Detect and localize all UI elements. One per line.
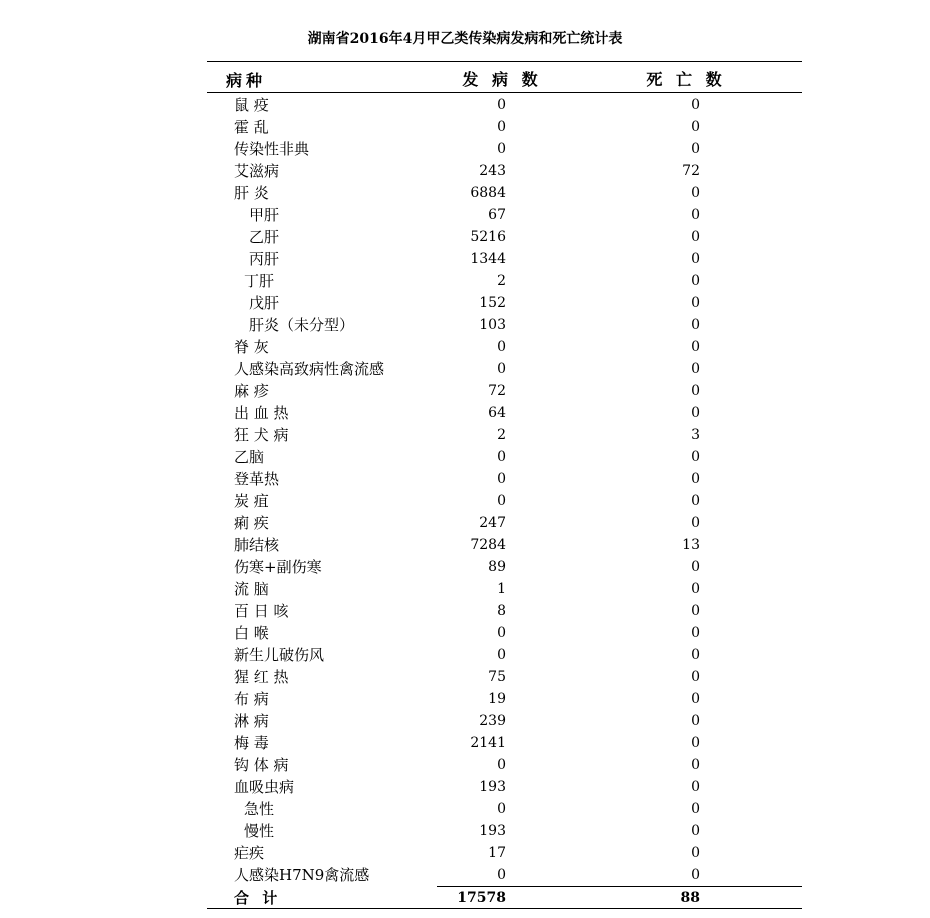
disease-name: 流 脑 bbox=[234, 580, 269, 598]
table-row bbox=[0, 248, 930, 270]
cases-count: 5216 bbox=[470, 229, 506, 245]
table-row bbox=[0, 314, 930, 336]
deaths-count: 0 bbox=[691, 185, 700, 201]
deaths-count: 72 bbox=[682, 163, 700, 179]
table-row bbox=[0, 138, 930, 160]
table-row bbox=[0, 512, 930, 534]
table-row bbox=[0, 380, 930, 402]
deaths-count: 0 bbox=[691, 273, 700, 289]
table-row bbox=[0, 842, 930, 864]
cases-count: 2 bbox=[497, 427, 506, 443]
cases-count: 89 bbox=[488, 559, 506, 575]
deaths-count: 0 bbox=[691, 383, 700, 399]
disease-name: 梅 毒 bbox=[234, 734, 269, 752]
cases-count: 0 bbox=[497, 361, 506, 377]
cases-count: 67 bbox=[488, 207, 506, 223]
table-row bbox=[0, 776, 930, 798]
deaths-count: 0 bbox=[691, 339, 700, 355]
disease-name: 脊 灰 bbox=[234, 338, 269, 356]
table-row bbox=[0, 160, 930, 182]
cases-count: 0 bbox=[497, 119, 506, 135]
disease-name: 人感染高致病性禽流感 bbox=[234, 360, 385, 378]
header-disease-name: 病种 bbox=[226, 71, 267, 90]
deaths-count: 0 bbox=[691, 251, 700, 267]
deaths-count: 0 bbox=[691, 625, 700, 641]
disease-name: 传染性非典 bbox=[234, 140, 310, 158]
disease-name: 伤寒+副伤寒 bbox=[234, 558, 322, 576]
cases-count: 2 bbox=[497, 273, 506, 289]
table-row bbox=[0, 578, 930, 600]
table-row bbox=[0, 424, 930, 446]
disease-name: 艾滋病 bbox=[234, 162, 280, 180]
disease-name: 疟疾 bbox=[234, 844, 265, 862]
deaths-count: 0 bbox=[691, 317, 700, 333]
sum-rule bbox=[437, 886, 802, 887]
total-cases: 17578 bbox=[457, 890, 506, 906]
deaths-count: 0 bbox=[691, 647, 700, 663]
cases-count: 64 bbox=[488, 405, 506, 421]
disease-name: 霍 乱 bbox=[234, 118, 269, 136]
cases-count: 2141 bbox=[470, 735, 506, 751]
cases-count: 193 bbox=[479, 779, 506, 795]
deaths-count: 0 bbox=[691, 449, 700, 465]
table-row bbox=[0, 402, 930, 424]
cases-count: 0 bbox=[497, 339, 506, 355]
header-cases: 发 病 数 bbox=[462, 70, 542, 89]
table-row bbox=[0, 116, 930, 138]
table-row bbox=[0, 182, 930, 204]
table-row bbox=[0, 292, 930, 314]
total-deaths: 88 bbox=[680, 890, 700, 906]
cases-count: 0 bbox=[497, 801, 506, 817]
table-row bbox=[0, 600, 930, 622]
disease-name: 鼠 疫 bbox=[234, 96, 269, 114]
deaths-count: 0 bbox=[691, 757, 700, 773]
deaths-count: 0 bbox=[691, 471, 700, 487]
cases-count: 243 bbox=[479, 163, 506, 179]
cases-count: 0 bbox=[497, 471, 506, 487]
table-row bbox=[0, 710, 930, 732]
deaths-count: 0 bbox=[691, 119, 700, 135]
deaths-count: 0 bbox=[691, 141, 700, 157]
disease-name: 猩 红 热 bbox=[234, 668, 289, 686]
deaths-count: 13 bbox=[682, 537, 700, 553]
deaths-count: 0 bbox=[691, 515, 700, 531]
cases-count: 152 bbox=[479, 295, 506, 311]
deaths-count: 0 bbox=[691, 801, 700, 817]
disease-name: 戊肝 bbox=[249, 294, 280, 312]
disease-name: 肺结核 bbox=[234, 536, 280, 554]
table-row bbox=[0, 666, 930, 688]
disease-name: 肝 炎 bbox=[234, 184, 269, 202]
disease-name: 布 病 bbox=[234, 690, 269, 708]
table-title: 湖南省2016年4月甲乙类传染病发病和死亡统计表 bbox=[307, 31, 623, 47]
table-row bbox=[0, 820, 930, 842]
cases-count: 193 bbox=[479, 823, 506, 839]
cases-count: 19 bbox=[488, 691, 506, 707]
cases-count: 75 bbox=[488, 669, 506, 685]
deaths-count: 0 bbox=[691, 669, 700, 685]
deaths-count: 0 bbox=[691, 867, 700, 883]
table-row bbox=[0, 644, 930, 666]
table-header bbox=[0, 62, 930, 92]
cases-count: 239 bbox=[479, 713, 506, 729]
disease-name: 钩 体 病 bbox=[234, 756, 289, 774]
cases-count: 17 bbox=[488, 845, 506, 861]
cases-count: 7284 bbox=[470, 537, 506, 553]
bottom-rule bbox=[207, 908, 802, 909]
cases-count: 0 bbox=[497, 625, 506, 641]
cases-count: 6884 bbox=[470, 185, 506, 201]
deaths-count: 0 bbox=[691, 713, 700, 729]
disease-name: 登革热 bbox=[234, 470, 280, 488]
table-row bbox=[0, 534, 930, 556]
deaths-count: 0 bbox=[691, 207, 700, 223]
table-row bbox=[0, 94, 930, 116]
total-row bbox=[0, 888, 930, 908]
deaths-count: 0 bbox=[691, 735, 700, 751]
table-row bbox=[0, 490, 930, 512]
table-row bbox=[0, 226, 930, 248]
deaths-count: 0 bbox=[691, 581, 700, 597]
disease-name: 甲肝 bbox=[249, 206, 280, 224]
cases-count: 0 bbox=[497, 647, 506, 663]
disease-name: 慢性 bbox=[244, 822, 275, 840]
table-row bbox=[0, 336, 930, 358]
deaths-count: 0 bbox=[691, 559, 700, 575]
deaths-count: 0 bbox=[691, 229, 700, 245]
disease-name: 急性 bbox=[244, 800, 275, 818]
cases-count: 0 bbox=[497, 493, 506, 509]
header-deaths: 死 亡 数 bbox=[646, 70, 726, 89]
deaths-count: 0 bbox=[691, 691, 700, 707]
disease-name: 百 日 咳 bbox=[234, 602, 289, 620]
disease-name: 麻 疹 bbox=[234, 382, 269, 400]
table-row bbox=[0, 446, 930, 468]
cases-count: 0 bbox=[497, 449, 506, 465]
deaths-count: 3 bbox=[691, 427, 700, 443]
disease-name: 人感染H7N9禽流感 bbox=[234, 866, 370, 884]
deaths-count: 0 bbox=[691, 405, 700, 421]
deaths-count: 0 bbox=[691, 603, 700, 619]
disease-name: 丙肝 bbox=[249, 250, 280, 268]
header-bottom-rule bbox=[207, 92, 802, 93]
deaths-count: 0 bbox=[691, 823, 700, 839]
cases-count: 1344 bbox=[470, 251, 506, 267]
cases-count: 0 bbox=[497, 97, 506, 113]
table-row bbox=[0, 732, 930, 754]
table-row bbox=[0, 622, 930, 644]
table-row bbox=[0, 798, 930, 820]
table-row bbox=[0, 688, 930, 710]
disease-name: 乙肝 bbox=[249, 228, 280, 246]
disease-name: 炭 疽 bbox=[234, 492, 269, 510]
cases-count: 0 bbox=[497, 757, 506, 773]
disease-name: 白 喉 bbox=[234, 624, 269, 642]
disease-name: 肝炎（未分型） bbox=[249, 316, 355, 334]
cases-count: 103 bbox=[479, 317, 506, 333]
disease-name: 血吸虫病 bbox=[234, 778, 295, 796]
cases-count: 0 bbox=[497, 867, 506, 883]
table-row bbox=[0, 754, 930, 776]
table-row bbox=[0, 556, 930, 578]
table-row bbox=[0, 864, 930, 886]
cases-count: 1 bbox=[497, 581, 506, 597]
deaths-count: 0 bbox=[691, 295, 700, 311]
cases-count: 0 bbox=[497, 141, 506, 157]
disease-name: 淋 病 bbox=[234, 712, 269, 730]
disease-name: 狂 犬 病 bbox=[234, 426, 289, 444]
disease-name: 痢 疾 bbox=[234, 514, 269, 532]
deaths-count: 0 bbox=[691, 493, 700, 509]
cases-count: 72 bbox=[488, 383, 506, 399]
deaths-count: 0 bbox=[691, 361, 700, 377]
table-row bbox=[0, 468, 930, 490]
disease-name: 丁肝 bbox=[244, 272, 275, 290]
cases-count: 8 bbox=[497, 603, 506, 619]
disease-name: 新生儿破伤风 bbox=[234, 646, 325, 664]
table-row bbox=[0, 358, 930, 380]
table-body bbox=[0, 94, 930, 886]
cases-count: 247 bbox=[479, 515, 506, 531]
disease-name: 出 血 热 bbox=[234, 404, 289, 422]
disease-name: 乙脑 bbox=[234, 448, 265, 466]
total-label: 合 计 bbox=[234, 889, 282, 907]
deaths-count: 0 bbox=[691, 779, 700, 795]
table-row bbox=[0, 204, 930, 226]
table-row bbox=[0, 270, 930, 292]
deaths-count: 0 bbox=[691, 845, 700, 861]
deaths-count: 0 bbox=[691, 97, 700, 113]
